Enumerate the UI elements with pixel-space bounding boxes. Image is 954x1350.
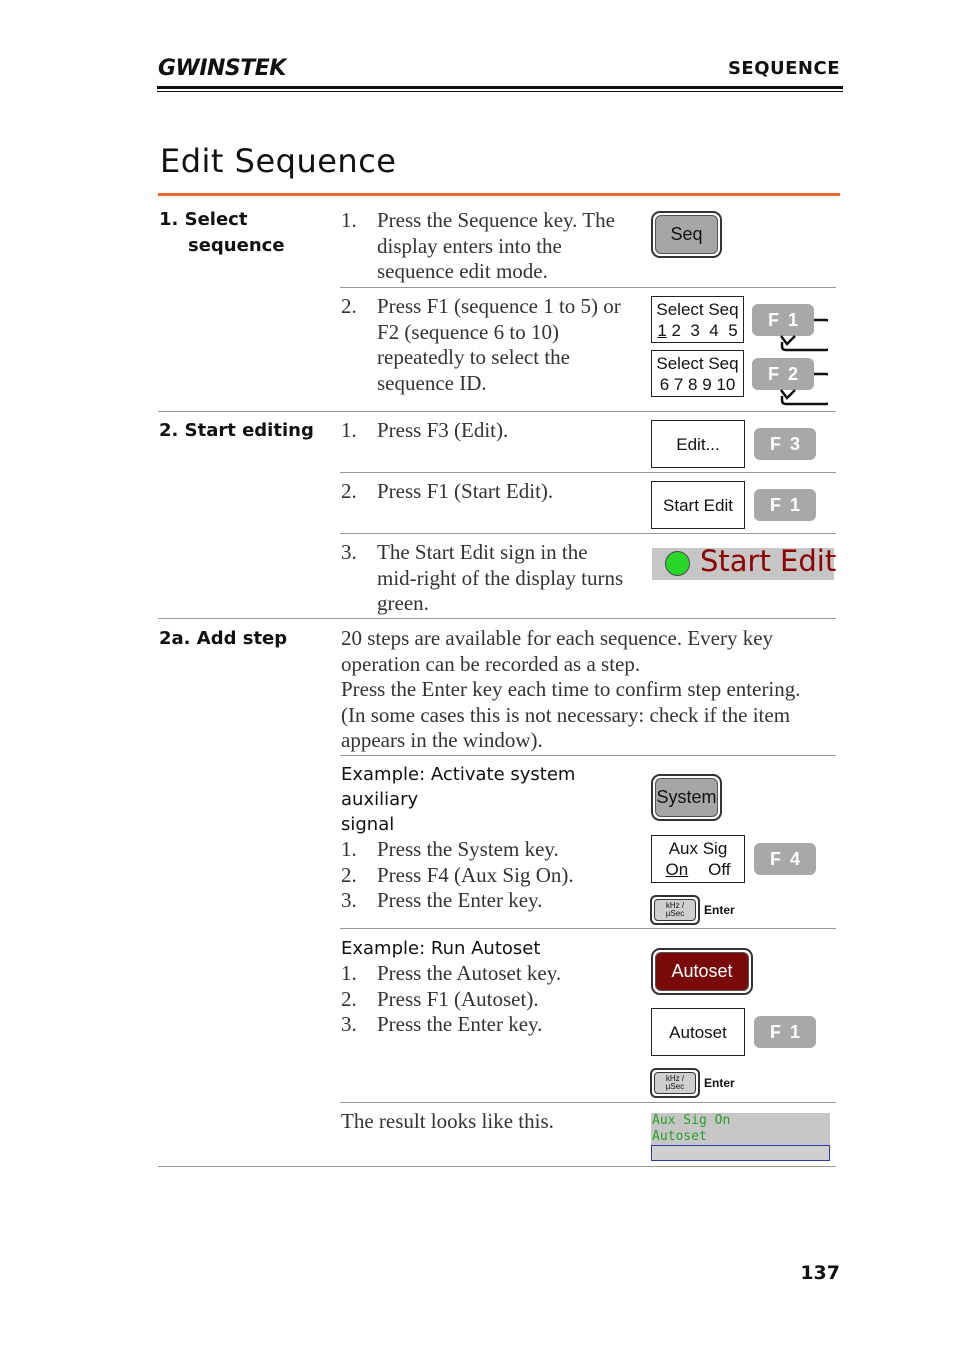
step-number: 1. [341, 961, 357, 985]
enter-key-label: Enter [704, 1076, 735, 1090]
step1-label [159, 207, 285, 259]
enter-key[interactable] [650, 1068, 700, 1098]
intro-line: 20 steps are available for each sequence. Every key [341, 626, 774, 650]
instruction-line: Press the Autoset key. [377, 961, 562, 985]
start-edit-label: Start Edit [663, 495, 733, 515]
select-seq-values: 6 7 8 9 10 [659, 374, 736, 394]
example-steps [341, 961, 646, 1038]
instruction-line: Press F4 (Aux Sig On). [377, 862, 574, 887]
enter-key[interactable] [650, 895, 700, 925]
example-autoset [341, 936, 646, 1038]
select-seq-display-2 [651, 350, 744, 397]
seq-key-label: Seq [655, 215, 718, 254]
repeat-arrow-icon [778, 370, 828, 406]
start-edit-softkey-display [651, 481, 745, 529]
f4-key[interactable]: F4 [754, 843, 816, 875]
example-steps [341, 837, 646, 914]
autoset-key[interactable] [651, 948, 753, 995]
select-seq-title: Select Seq [656, 299, 739, 319]
section-divider [158, 1166, 836, 1167]
step-number: 3. [341, 1012, 357, 1036]
example-title: Example: Activate system auxiliary [341, 764, 576, 810]
example-title: Example: Run Autoset [341, 938, 541, 959]
sequence-result-panel [651, 1113, 830, 1161]
enter-key-bottom: µSec [665, 909, 685, 918]
intro-line: appears in the window). [341, 728, 543, 752]
aux-sig-off: Off [708, 860, 731, 879]
step-number: 2. [341, 862, 357, 887]
f1-key[interactable]: F1 [754, 489, 816, 521]
row-divider [340, 533, 836, 534]
add-step-intro [341, 626, 836, 754]
system-key[interactable] [651, 774, 722, 821]
edit-softkey-display [651, 420, 745, 468]
instruction-line: sequence ID. [377, 370, 487, 395]
instruction-line: sequence edit mode. [377, 259, 548, 283]
other-seq-values: 2 3 4 5 [666, 320, 738, 340]
step-number: 2. [341, 294, 357, 318]
example-aux-sig [341, 762, 646, 914]
select-seq-title: Select Seq [656, 353, 739, 373]
intro-line: Press the Enter key each time to confirm step entering. [341, 677, 801, 701]
autoset-softkey-display [651, 1008, 745, 1056]
green-indicator-icon [665, 551, 690, 576]
step2-instruction-1 [341, 418, 641, 444]
step-number: 3. [341, 888, 357, 912]
result-line: Aux Sig On [652, 1113, 731, 1128]
title-rule [158, 193, 840, 196]
step2-instruction-2 [341, 479, 641, 505]
select-seq-values [657, 320, 737, 341]
instruction-line: Press F1 (Start Edit). [377, 479, 554, 503]
f2-key[interactable]: F2 [752, 358, 814, 390]
step-number: 1. [341, 208, 357, 232]
start-edit-banner-text: Start Edit [700, 544, 837, 578]
selected-seq-value: 1 [657, 320, 667, 340]
instruction-line: Press F1 (sequence 1 to 5) or [377, 294, 621, 318]
row-divider [340, 755, 836, 756]
step-number: 3. [341, 540, 357, 564]
intro-line: (In some cases this is not necessary: check if the item [341, 702, 791, 727]
row-divider [340, 1102, 836, 1103]
step2-label: 2. Start editing [159, 420, 314, 441]
aux-sig-options [665, 859, 730, 880]
f1-key[interactable]: F1 [754, 1016, 816, 1048]
instruction-line: Press the System key. [377, 837, 559, 861]
enter-key-top: kHz / [665, 1074, 685, 1083]
page-number: 137 [800, 1262, 840, 1284]
instruction-line: Press F1 (Autoset). [377, 986, 539, 1011]
instruction-line: Press F3 (Edit). [377, 418, 509, 442]
instruction-line: Press the Enter key. [377, 1012, 543, 1036]
enter-key-top: kHz / [665, 901, 685, 910]
step-number: 2. [341, 986, 357, 1011]
aux-sig-title: Aux Sig [668, 839, 728, 858]
intro-line: operation can be recorded as a step. [341, 651, 641, 676]
instruction-line: repeatedly to select the [377, 345, 570, 369]
next-step-field [651, 1145, 830, 1161]
step1-label-line2: sequence [188, 235, 285, 256]
result-line: Autoset [652, 1129, 707, 1144]
autoset-label: Autoset [669, 1022, 727, 1042]
edit-label: Edit... [676, 434, 720, 454]
f1-key[interactable]: F1 [752, 304, 814, 336]
header-rule-thin [157, 91, 843, 92]
f3-key[interactable]: F3 [754, 428, 816, 460]
step1-instruction-1 [341, 208, 641, 285]
example-title: signal [341, 814, 395, 835]
section-divider [158, 618, 836, 619]
step2-instruction-3 [341, 540, 651, 617]
step-number: 1. [341, 837, 357, 861]
row-divider [340, 928, 836, 929]
step2a-label: 2a. Add step [159, 628, 288, 649]
start-edit-indicator [652, 544, 837, 580]
autoset-key-label: Autoset [655, 952, 749, 991]
aux-sig-softkey-display [651, 835, 745, 883]
select-seq-display-1 [651, 296, 744, 343]
step-number: 2. [341, 479, 357, 503]
row-divider [340, 287, 836, 288]
step1-label-line1: 1. Select [159, 209, 248, 230]
section-heading: SEQUENCE [727, 58, 840, 79]
seq-key[interactable] [651, 211, 722, 258]
instruction-line: display enters into the [377, 233, 562, 258]
instruction-line: F2 (sequence 6 to 10) [377, 319, 559, 344]
step1-instruction-2 [341, 294, 641, 396]
step-number: 1. [341, 418, 357, 442]
system-key-label: System [655, 778, 718, 817]
instruction-line: The Start Edit sign in the [377, 540, 588, 564]
brand-logo: GWINSTEK [158, 56, 286, 81]
repeat-arrow-icon [778, 316, 828, 352]
enter-key-bottom: µSec [665, 1082, 685, 1091]
row-divider [340, 472, 836, 473]
instruction-line: Press the Sequence key. The [377, 208, 615, 232]
result-text: The result looks like this. [341, 1109, 554, 1133]
header-rule [157, 86, 843, 89]
page-title: Edit Sequence [160, 142, 397, 180]
aux-sig-on: On [665, 860, 689, 879]
instruction-line: mid-right of the display turns [377, 565, 624, 590]
instruction-line: Press the Enter key. [377, 888, 543, 912]
section-divider [158, 411, 836, 412]
enter-key-label: Enter [704, 903, 735, 917]
instruction-line: green. [377, 591, 429, 615]
